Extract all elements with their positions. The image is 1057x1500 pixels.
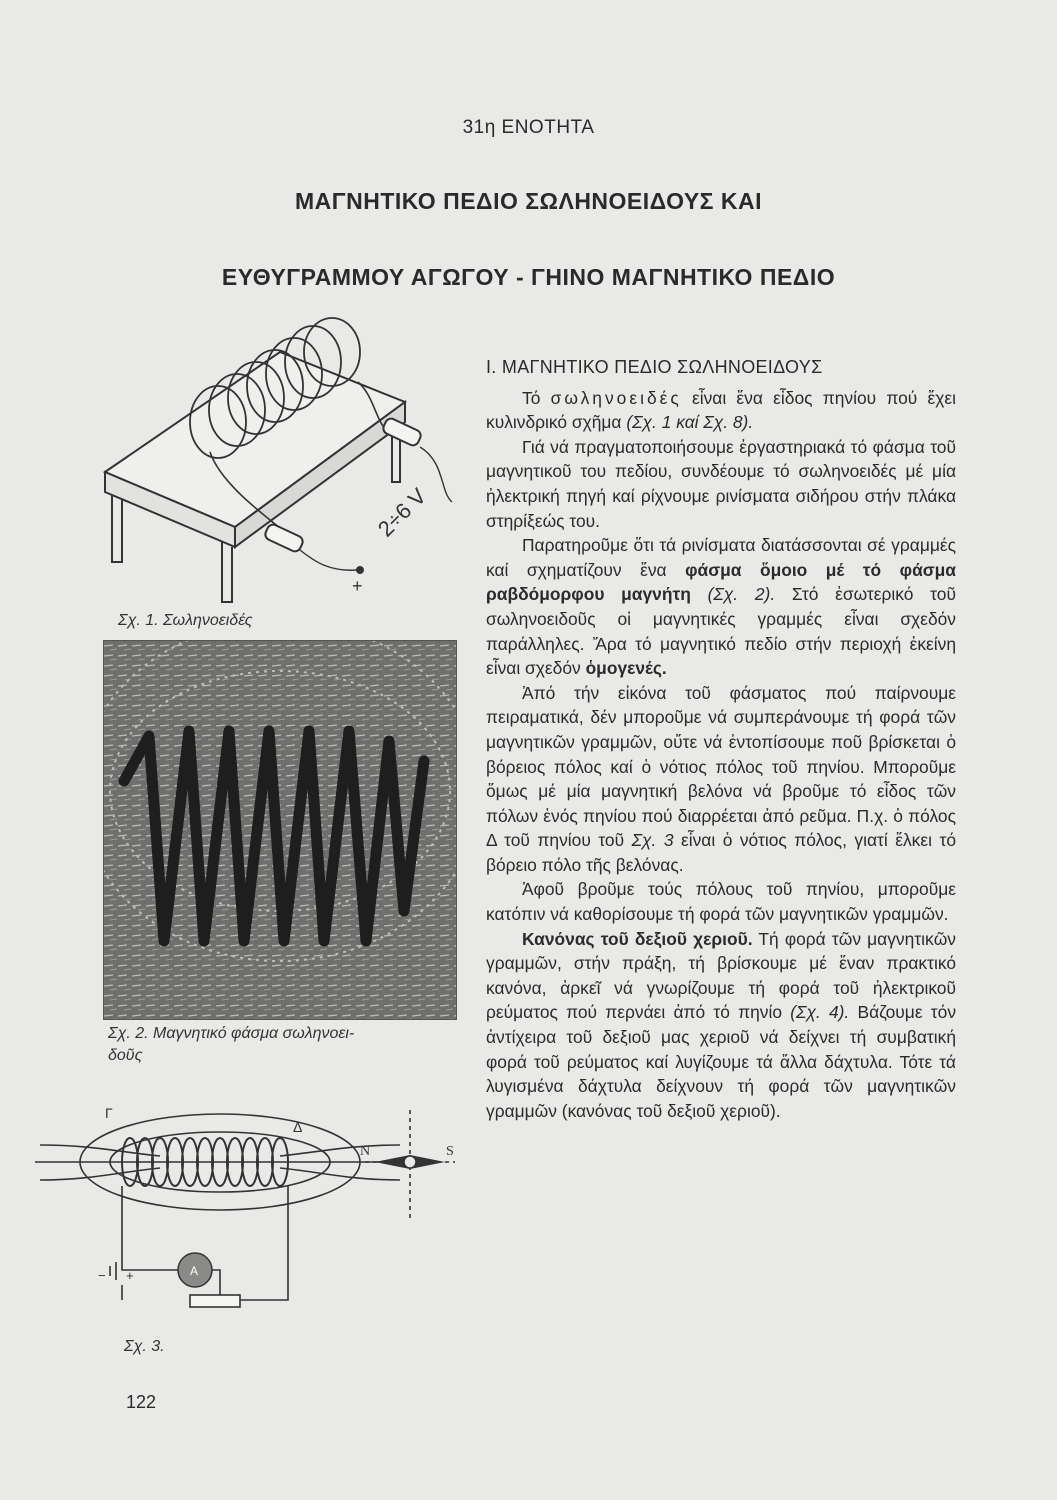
ammeter-label: A xyxy=(190,1264,199,1278)
pole-delta-label: Δ xyxy=(293,1119,303,1135)
title-line-1: ΜΑΓΝΗΤΙΚΟ ΠΕΔΙΟ ΣΩΛΗΝΟΕΙΔΟΥΣ ΚΑΙ xyxy=(295,188,762,214)
solenoid-circuit-figure xyxy=(30,1100,480,1340)
paragraph-5: Ἀφοῦ βροῦμε τούς πόλους τοῦ πηνίου, μποροῦμε κατόπιν νά καθορίσουμε τή φορά τῶν μαγνητικῶν γραμμῶν. xyxy=(486,879,956,925)
text-column xyxy=(486,355,956,1123)
paragraph-4: Ἀπό τήν εἰκόνα τοῦ φάσματος πού παίρνουμε πειραματικά, δέν μποροῦμε νά συμπεράνουμε τή φορά τῶν μαγνητικῶν γραμμῶν, οὔτε νά ἐντοπίσουμε ποῦ βρίσκεται ὁ βόρειος πόλος καί ὁ νότιος πόλος τοῦ πηνίου. Μποροῦμε ὅμως μέ μία μαγνητική βελόνα νά βροῦμε τό εἶδος τῶν πόλων ἑνός πηνίου πού διαρρέεται ἀπό ρεῦμα. Π.χ. ὁ πόλος Δ τοῦ πηνίου τοῦ Σχ. 3 εἶναι ὁ νότιος πόλος, γιατί ἕλκει τό βόρειο πόλο τῆς βελόνας. xyxy=(486,682,956,875)
figure-1-caption: Σχ. 1. Σωληνοειδές xyxy=(118,612,253,629)
figure-2-caption-line-2: δοῦς xyxy=(108,1047,143,1064)
figure-3-caption: Σχ. 3. xyxy=(124,1338,165,1355)
paragraph-3: Παρατηροῦμε ὅτι τά ρινίσματα διατάσσονται σέ γραμμές καί σχηματίζουν ἕνα φάσμα ὅμοιο μέ τό φάσμα ραβδόμορφου μαγνήτη (Σχ. 2). Στό ἐσωτερικό τοῦ σωληνοειδοῦς οἱ μαγνητικές γραμμές εἶναι σχεδόν παράλληλες. Ἄρα τό μαγνητικό πεδίο στήν περιοχή ἐκείνη εἶναι σχεδόν ὁμογενές. xyxy=(486,535,956,679)
page-number: 122 xyxy=(126,1392,157,1412)
compass-n-label: N xyxy=(360,1144,371,1159)
title-line-2: ΕΥΘΥΓΡΑΜΜΟΥ ΑΓΩΓΟΥ - ΓΗΙΝΟ ΜΑΓΝΗΤΙΚΟ ΠΕΔΙΟ xyxy=(221,264,836,290)
figure-2-caption-line-1: Σχ. 2. Μαγνητικό φάσμα σωληνοει- xyxy=(108,1025,355,1042)
unit-label: 31η ΕΝΟΤΗΤΑ xyxy=(462,117,595,138)
battery-minus: − xyxy=(98,1268,106,1283)
battery-plus: + xyxy=(126,1268,134,1283)
pole-gamma-label: Γ xyxy=(105,1105,113,1121)
plus-sign: + xyxy=(352,576,363,596)
paragraph-2: Γιά νά πραγματοποιήσουμε ἐργαστηριακά τό φάσμα τοῦ μαγνητικοῦ του πεδίου, συνδέουμε τό σωληνοειδές μέ μία ἠλεκτρική πηγή καί ρίχνουμε ρινίσματα σιδήρου στήν πλάκα στηρίξεώς του. xyxy=(486,436,956,531)
magnetic-spectrum-photo xyxy=(103,640,457,1020)
paragraph-6: Κανόνας τοῦ δεξιοῦ χεριοῦ. Τή φορά τῶν μαγνητικῶν γραμμῶν, στήν πράξη, τή βρίσκουμε μέ ἕναν πρακτικό κανόνα, ἀρκεῖ νά γνωρίζουμε τή φορά τοῦ ἠλεκτρικοῦ ρεύματος πού περνάει ἀπό τό πηνίο (Σχ. 4). Βάζουμε τόν ἀντίχειρα τοῦ δεξιοῦ μας χεριοῦ νά δείχνει τή συμβατική φορά τοῦ ρεύματος καί λυγίζουμε τά ἄλλα δάχτυλα. Τότε τά λυγισμένα δάχτυλα δείχνουν τή φορά τῶν μαγνητικῶν γραμμῶν (κανόνας τοῦ δεξιοῦ χεριοῦ). xyxy=(486,928,957,1121)
paragraph-1: Τό σωληνοειδές εἶναι ἕνα εἶδος πηνίου πού ἔχει κυλινδρικό σχῆμα (Σχ. 1 καί Σχ. 8). xyxy=(486,387,956,433)
section-heading: Ι. ΜΑΓΝΗΤΙΚΟ ΠΕΔΙΟ ΣΩΛΗΝΟΕΙΔΟΥΣ xyxy=(486,357,823,377)
voltage-label: 2÷6 V xyxy=(372,483,432,542)
solenoid-figure xyxy=(100,312,460,612)
compass-s-label: S xyxy=(446,1144,454,1159)
